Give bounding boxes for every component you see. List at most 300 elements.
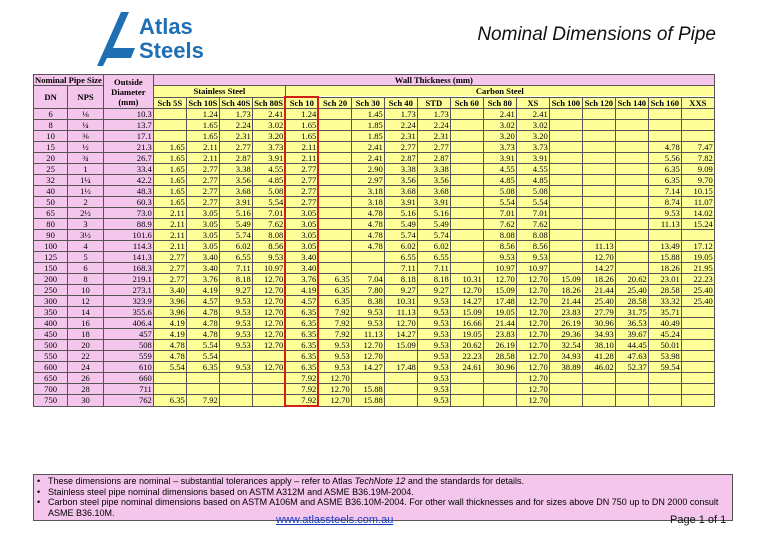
table-cell: 114.3	[103, 241, 153, 252]
table-cell: 4.78	[648, 142, 681, 153]
table-cell	[615, 373, 648, 384]
table-cell: 2.77	[186, 175, 219, 186]
table-cell: 20.62	[450, 340, 483, 351]
table-cell	[615, 142, 648, 153]
table-cell: 38.89	[549, 362, 582, 373]
table-cell: 25.40	[582, 296, 615, 307]
table-cell	[351, 252, 384, 263]
table-cell: 9.53	[516, 252, 549, 263]
table-cell: 9.53	[417, 362, 450, 373]
table-cell	[450, 142, 483, 153]
table-cell: 28	[68, 384, 104, 395]
table-cell: 47.63	[615, 351, 648, 362]
table-cell: 9.53	[417, 296, 450, 307]
table-cell: 2.31	[417, 131, 450, 142]
table-cell: 3.38	[384, 164, 417, 175]
table-cell	[549, 373, 582, 384]
table-cell	[549, 164, 582, 175]
table-row	[34, 252, 715, 263]
table-cell: 50.01	[648, 340, 681, 351]
table-cell	[549, 109, 582, 120]
table-cell: 15.09	[549, 274, 582, 285]
table-cell: 9.53	[351, 307, 384, 318]
table-cell	[450, 252, 483, 263]
table-cell: 4.78	[351, 208, 384, 219]
table-cell: 30	[68, 395, 104, 407]
table-cell	[681, 120, 714, 131]
table-cell: 5.16	[384, 208, 417, 219]
table-cell: 5.49	[219, 219, 252, 230]
table-cell: 4.85	[252, 175, 285, 186]
table-cell	[681, 384, 714, 395]
table-cell: 38.10	[582, 340, 615, 351]
table-row	[34, 153, 715, 164]
table-cell: 5.49	[417, 219, 450, 230]
bullet-icon: •	[37, 497, 41, 507]
table-cell	[450, 153, 483, 164]
table-cell: 50	[34, 197, 68, 208]
table-cell: 24.61	[450, 362, 483, 373]
table-cell: 6.35	[285, 307, 318, 318]
table-cell: 1.85	[351, 131, 384, 142]
table-cell: 9.53	[417, 351, 450, 362]
table-cell: 12.70	[516, 307, 549, 318]
table-cell	[648, 373, 681, 384]
table-cell: 9.70	[681, 175, 714, 186]
table-cell: 2.77	[153, 263, 186, 274]
website-link[interactable]: www.atlassteels.com.au	[276, 514, 394, 526]
table-row	[34, 186, 715, 197]
table-cell	[318, 186, 351, 197]
table-cell: 2.77	[285, 164, 318, 175]
table-cell: 42.2	[103, 175, 153, 186]
table-cell	[582, 142, 615, 153]
table-cell: 2.24	[417, 120, 450, 131]
table-cell: 9.53	[252, 252, 285, 263]
table-cell: 7.92	[318, 307, 351, 318]
bullet-icon: •	[37, 486, 41, 497]
table-cell: 5.08	[516, 186, 549, 197]
table-cell: 3.05	[186, 208, 219, 219]
table-cell: 6	[34, 109, 68, 120]
table-cell: 12.70	[516, 274, 549, 285]
table-row	[34, 219, 715, 230]
table-row	[34, 241, 715, 252]
table-row	[34, 307, 715, 318]
table-cell: 3.73	[483, 142, 516, 153]
table-cell: 7.92	[318, 329, 351, 340]
table-cell: 9.53	[219, 318, 252, 329]
table-cell	[318, 263, 351, 274]
table-cell: 12.70	[516, 362, 549, 373]
table-cell: 13.7	[103, 120, 153, 131]
header-nps: NPS	[68, 86, 104, 109]
table-cell	[318, 241, 351, 252]
table-cell: 3.56	[384, 175, 417, 186]
table-cell: 5.54	[252, 197, 285, 208]
table-row	[34, 329, 715, 340]
table-cell	[186, 384, 219, 395]
table-cell: 12.70	[516, 285, 549, 296]
table-cell	[648, 395, 681, 407]
table-cell	[549, 219, 582, 230]
table-cell: 15.88	[351, 384, 384, 395]
table-cell: 19.05	[483, 307, 516, 318]
table-cell	[582, 395, 615, 407]
table-cell: 9.27	[384, 285, 417, 296]
table-cell: 7.92	[186, 395, 219, 407]
table-cell: 9.53	[417, 340, 450, 351]
table-cell: 323.9	[103, 296, 153, 307]
table-cell	[681, 340, 714, 351]
table-cell: 3.05	[186, 241, 219, 252]
table-cell: 15.09	[483, 285, 516, 296]
table-cell: 4.78	[153, 351, 186, 362]
table-cell: 10.31	[450, 274, 483, 285]
table-cell: 7.11	[417, 263, 450, 274]
table-cell	[450, 395, 483, 407]
table-cell: 6.35	[318, 296, 351, 307]
table-cell	[582, 373, 615, 384]
table-cell: 3.02	[483, 120, 516, 131]
table-cell	[615, 241, 648, 252]
table-row	[34, 340, 715, 351]
table-cell: 60.3	[103, 197, 153, 208]
table-cell	[318, 219, 351, 230]
table-cell: 3	[68, 219, 104, 230]
table-cell: 7.11	[219, 263, 252, 274]
table-cell	[582, 208, 615, 219]
table-cell	[252, 351, 285, 362]
header-stainless-steel: Stainless Steel	[153, 86, 285, 98]
logo-triangle-shape	[97, 12, 135, 66]
table-cell: 3.40	[186, 263, 219, 274]
table-cell: 550	[34, 351, 68, 362]
table-cell: 1.73	[384, 109, 417, 120]
table-cell: 11.13	[384, 307, 417, 318]
table-cell	[318, 120, 351, 131]
table-cell: 450	[34, 329, 68, 340]
header-wall-thickness: Wall Thickness (mm)	[153, 75, 714, 86]
table-cell: 9.53	[219, 362, 252, 373]
table-cell	[450, 131, 483, 142]
table-cell: 4	[68, 241, 104, 252]
table-cell: 3.05	[285, 230, 318, 241]
table-cell: 41.28	[582, 351, 615, 362]
table-cell: 7.01	[252, 208, 285, 219]
table-cell: 219.1	[103, 274, 153, 285]
table-cell: 5.74	[417, 230, 450, 241]
table-cell: 1.65	[153, 175, 186, 186]
table-cell: 8	[68, 274, 104, 285]
table-cell: 1.65	[153, 164, 186, 175]
table-cell	[615, 230, 648, 241]
table-cell: 350	[34, 307, 68, 318]
table-cell: 12.70	[318, 384, 351, 395]
table-cell: 12.70	[252, 274, 285, 285]
table-cell	[318, 109, 351, 120]
table-cell: 12.70	[516, 373, 549, 384]
table-cell: 101.6	[103, 230, 153, 241]
table-cell: 9.53	[417, 384, 450, 395]
table-cell: 4.78	[351, 219, 384, 230]
table-cell: 12.70	[384, 318, 417, 329]
table-cell: 18.26	[582, 274, 615, 285]
table-cell: 12.70	[252, 329, 285, 340]
table-cell	[681, 351, 714, 362]
table-cell: 36.53	[615, 318, 648, 329]
table-row	[34, 142, 715, 153]
table-cell: 3.20	[483, 131, 516, 142]
table-cell: 7.62	[483, 219, 516, 230]
table-cell: 32	[34, 175, 68, 186]
table-cell	[318, 197, 351, 208]
table-cell	[615, 384, 648, 395]
table-cell: 3.56	[219, 175, 252, 186]
table-cell: 5.74	[384, 230, 417, 241]
table-cell: 59.54	[648, 362, 681, 373]
table-cell	[483, 384, 516, 395]
table-cell	[549, 131, 582, 142]
table-cell: 2.77	[186, 197, 219, 208]
table-cell: 65	[34, 208, 68, 219]
table-cell: 17.48	[384, 362, 417, 373]
table-cell: 30.96	[483, 362, 516, 373]
table-cell: 22.23	[681, 274, 714, 285]
table-cell: 9.09	[681, 164, 714, 175]
table-cell: 10.97	[483, 263, 516, 274]
table-cell	[549, 241, 582, 252]
table-cell: 3.38	[219, 164, 252, 175]
table-cell: 6.02	[384, 241, 417, 252]
table-cell: 3.18	[351, 186, 384, 197]
table-cell: 1.73	[417, 109, 450, 120]
table-cell	[582, 230, 615, 241]
table-cell	[549, 263, 582, 274]
table-cell: 2.41	[483, 109, 516, 120]
header-cs-7: XS	[516, 97, 549, 109]
table-cell: 508	[103, 340, 153, 351]
note-text: Stainless steel pipe nominal dimensions based on ASTM A312M and ASME B36.19M-2004.	[48, 486, 414, 497]
table-cell	[681, 109, 714, 120]
table-cell	[582, 384, 615, 395]
table-cell: 1.85	[351, 120, 384, 131]
table-cell: 8.08	[252, 230, 285, 241]
table-cell: 11.07	[681, 197, 714, 208]
table-cell	[450, 241, 483, 252]
table-cell: 4.78	[186, 329, 219, 340]
table-cell: 6.35	[285, 329, 318, 340]
table-cell	[318, 252, 351, 263]
table-cell: 711	[103, 384, 153, 395]
table-cell: 6.35	[318, 285, 351, 296]
table-cell: 12.70	[516, 318, 549, 329]
table-cell: 12.70	[252, 285, 285, 296]
table-cell	[318, 142, 351, 153]
table-cell	[318, 175, 351, 186]
table-cell	[582, 109, 615, 120]
table-cell	[582, 164, 615, 175]
table-cell: ⅜	[68, 131, 104, 142]
logo-text-atlas: Atlas	[139, 14, 193, 39]
table-cell: 12.70	[351, 351, 384, 362]
table-cell	[153, 384, 186, 395]
table-cell: 8	[34, 120, 68, 131]
table-cell: 6.02	[417, 241, 450, 252]
table-cell: 406.4	[103, 318, 153, 329]
table-cell: 5.54	[153, 362, 186, 373]
table-row	[34, 263, 715, 274]
page-title: Nominal Dimensions of Pipe	[477, 24, 716, 45]
table-cell	[153, 131, 186, 142]
table-row	[34, 120, 715, 131]
table-cell: 400	[34, 318, 68, 329]
table-cell: 1.65	[285, 131, 318, 142]
note-technote-reference: TechNote 12	[354, 476, 406, 486]
table-cell: 1¼	[68, 175, 104, 186]
note-item	[34, 487, 732, 498]
header-ss-1: Sch 10S	[186, 97, 219, 109]
table-cell: 11.13	[582, 241, 615, 252]
table-cell	[549, 153, 582, 164]
table-cell: 2.41	[351, 153, 384, 164]
table-cell: 3.96	[153, 296, 186, 307]
table-cell: 27.79	[582, 307, 615, 318]
table-cell: 12.70	[516, 329, 549, 340]
table-cell: 7.01	[483, 208, 516, 219]
table-cell: 12.70	[252, 362, 285, 373]
table-cell	[351, 263, 384, 274]
header-ss-0: Sch 5S	[153, 97, 186, 109]
table-cell: 4.55	[483, 164, 516, 175]
table-cell: 8.38	[351, 296, 384, 307]
table-row	[34, 384, 715, 395]
table-cell: 15.09	[384, 340, 417, 351]
table-cell	[318, 230, 351, 241]
table-cell: 10	[68, 285, 104, 296]
header-cs-3: Sch 40	[384, 97, 417, 109]
table-cell: 15.09	[450, 307, 483, 318]
note-text: Carbon steel pipe nominal dimensions based on ASTM A106M and ASME B36.10M-2004. For other wall thicknesses and for sizes above DN 750 up to DN 2000 consult ASME B36.10M.	[48, 497, 719, 518]
table-cell: 15.88	[648, 252, 681, 263]
table-cell: 4.19	[153, 318, 186, 329]
table-cell: 8.08	[516, 230, 549, 241]
table-cell: 10.15	[681, 186, 714, 197]
table-cell: 10	[34, 131, 68, 142]
table-cell: 2.90	[351, 164, 384, 175]
table-cell: 7.11	[384, 263, 417, 274]
table-cell	[648, 120, 681, 131]
table-cell: 4.55	[252, 164, 285, 175]
note-text-continued: and the standards for details.	[405, 476, 524, 486]
table-cell: 2.41	[252, 109, 285, 120]
table-cell: 1.65	[285, 120, 318, 131]
header-carbon-steel: Carbon Steel	[285, 86, 714, 98]
table-cell: 53.98	[648, 351, 681, 362]
table-cell: 48.3	[103, 186, 153, 197]
table-cell: 1.65	[153, 142, 186, 153]
table-cell: 4.57	[186, 296, 219, 307]
table-cell	[681, 230, 714, 241]
table-cell: 29.36	[549, 329, 582, 340]
table-cell: 28.58	[483, 351, 516, 362]
header-cs-12: XXS	[681, 97, 714, 109]
table-cell	[549, 230, 582, 241]
table-cell	[549, 395, 582, 407]
table-cell: 33.4	[103, 164, 153, 175]
table-cell	[681, 307, 714, 318]
table-cell: 25	[34, 164, 68, 175]
table-cell: 2.97	[351, 175, 384, 186]
table-cell: 12.70	[318, 395, 351, 407]
table-cell: 6.55	[219, 252, 252, 263]
table-cell	[549, 384, 582, 395]
table-cell: 4.19	[186, 285, 219, 296]
table-cell: 1.65	[153, 186, 186, 197]
table-cell: ½	[68, 142, 104, 153]
table-cell: 6.35	[285, 340, 318, 351]
table-cell: 3.68	[417, 186, 450, 197]
table-cell	[648, 230, 681, 241]
table-cell	[615, 208, 648, 219]
header-cs-6: Sch 80	[483, 97, 516, 109]
table-cell: 3.05	[285, 208, 318, 219]
table-cell	[615, 109, 648, 120]
table-cell: 3.05	[285, 219, 318, 230]
table-cell: 20	[68, 340, 104, 351]
table-cell: 2.11	[285, 153, 318, 164]
table-cell	[615, 197, 648, 208]
table-cell: 10.31	[384, 296, 417, 307]
table-cell	[450, 120, 483, 131]
table-cell: 2.77	[384, 142, 417, 153]
table-row	[34, 175, 715, 186]
table-cell: 6	[68, 263, 104, 274]
table-cell: 4.78	[153, 340, 186, 351]
table-cell: 21.44	[582, 285, 615, 296]
table-cell	[450, 164, 483, 175]
table-cell: 6.35	[285, 318, 318, 329]
table-cell: 14	[68, 307, 104, 318]
table-cell	[648, 109, 681, 120]
table-cell: 559	[103, 351, 153, 362]
table-cell	[252, 373, 285, 384]
table-cell: 11.13	[648, 219, 681, 230]
table-cell	[582, 175, 615, 186]
table-cell: 9.53	[417, 373, 450, 384]
table-cell: 2.11	[186, 142, 219, 153]
table-cell: 2.11	[285, 142, 318, 153]
table-cell: 20.62	[615, 274, 648, 285]
table-cell: 2.11	[153, 241, 186, 252]
table-cell: 1.65	[153, 153, 186, 164]
table-cell	[615, 131, 648, 142]
table-cell: 3.91	[252, 153, 285, 164]
table-cell: 11.13	[351, 329, 384, 340]
table-cell: 12.70	[318, 373, 351, 384]
table-cell	[450, 175, 483, 186]
table-cell: 9.53	[318, 362, 351, 373]
table-cell: 9.53	[219, 307, 252, 318]
table-cell	[450, 263, 483, 274]
table-cell: 3.05	[186, 219, 219, 230]
table-cell	[582, 186, 615, 197]
table-cell: 12.70	[516, 351, 549, 362]
table-cell: 3.91	[417, 197, 450, 208]
table-cell: 7.92	[285, 384, 318, 395]
pipe-dimensions-table	[33, 74, 715, 407]
table-cell: 6.35	[285, 351, 318, 362]
